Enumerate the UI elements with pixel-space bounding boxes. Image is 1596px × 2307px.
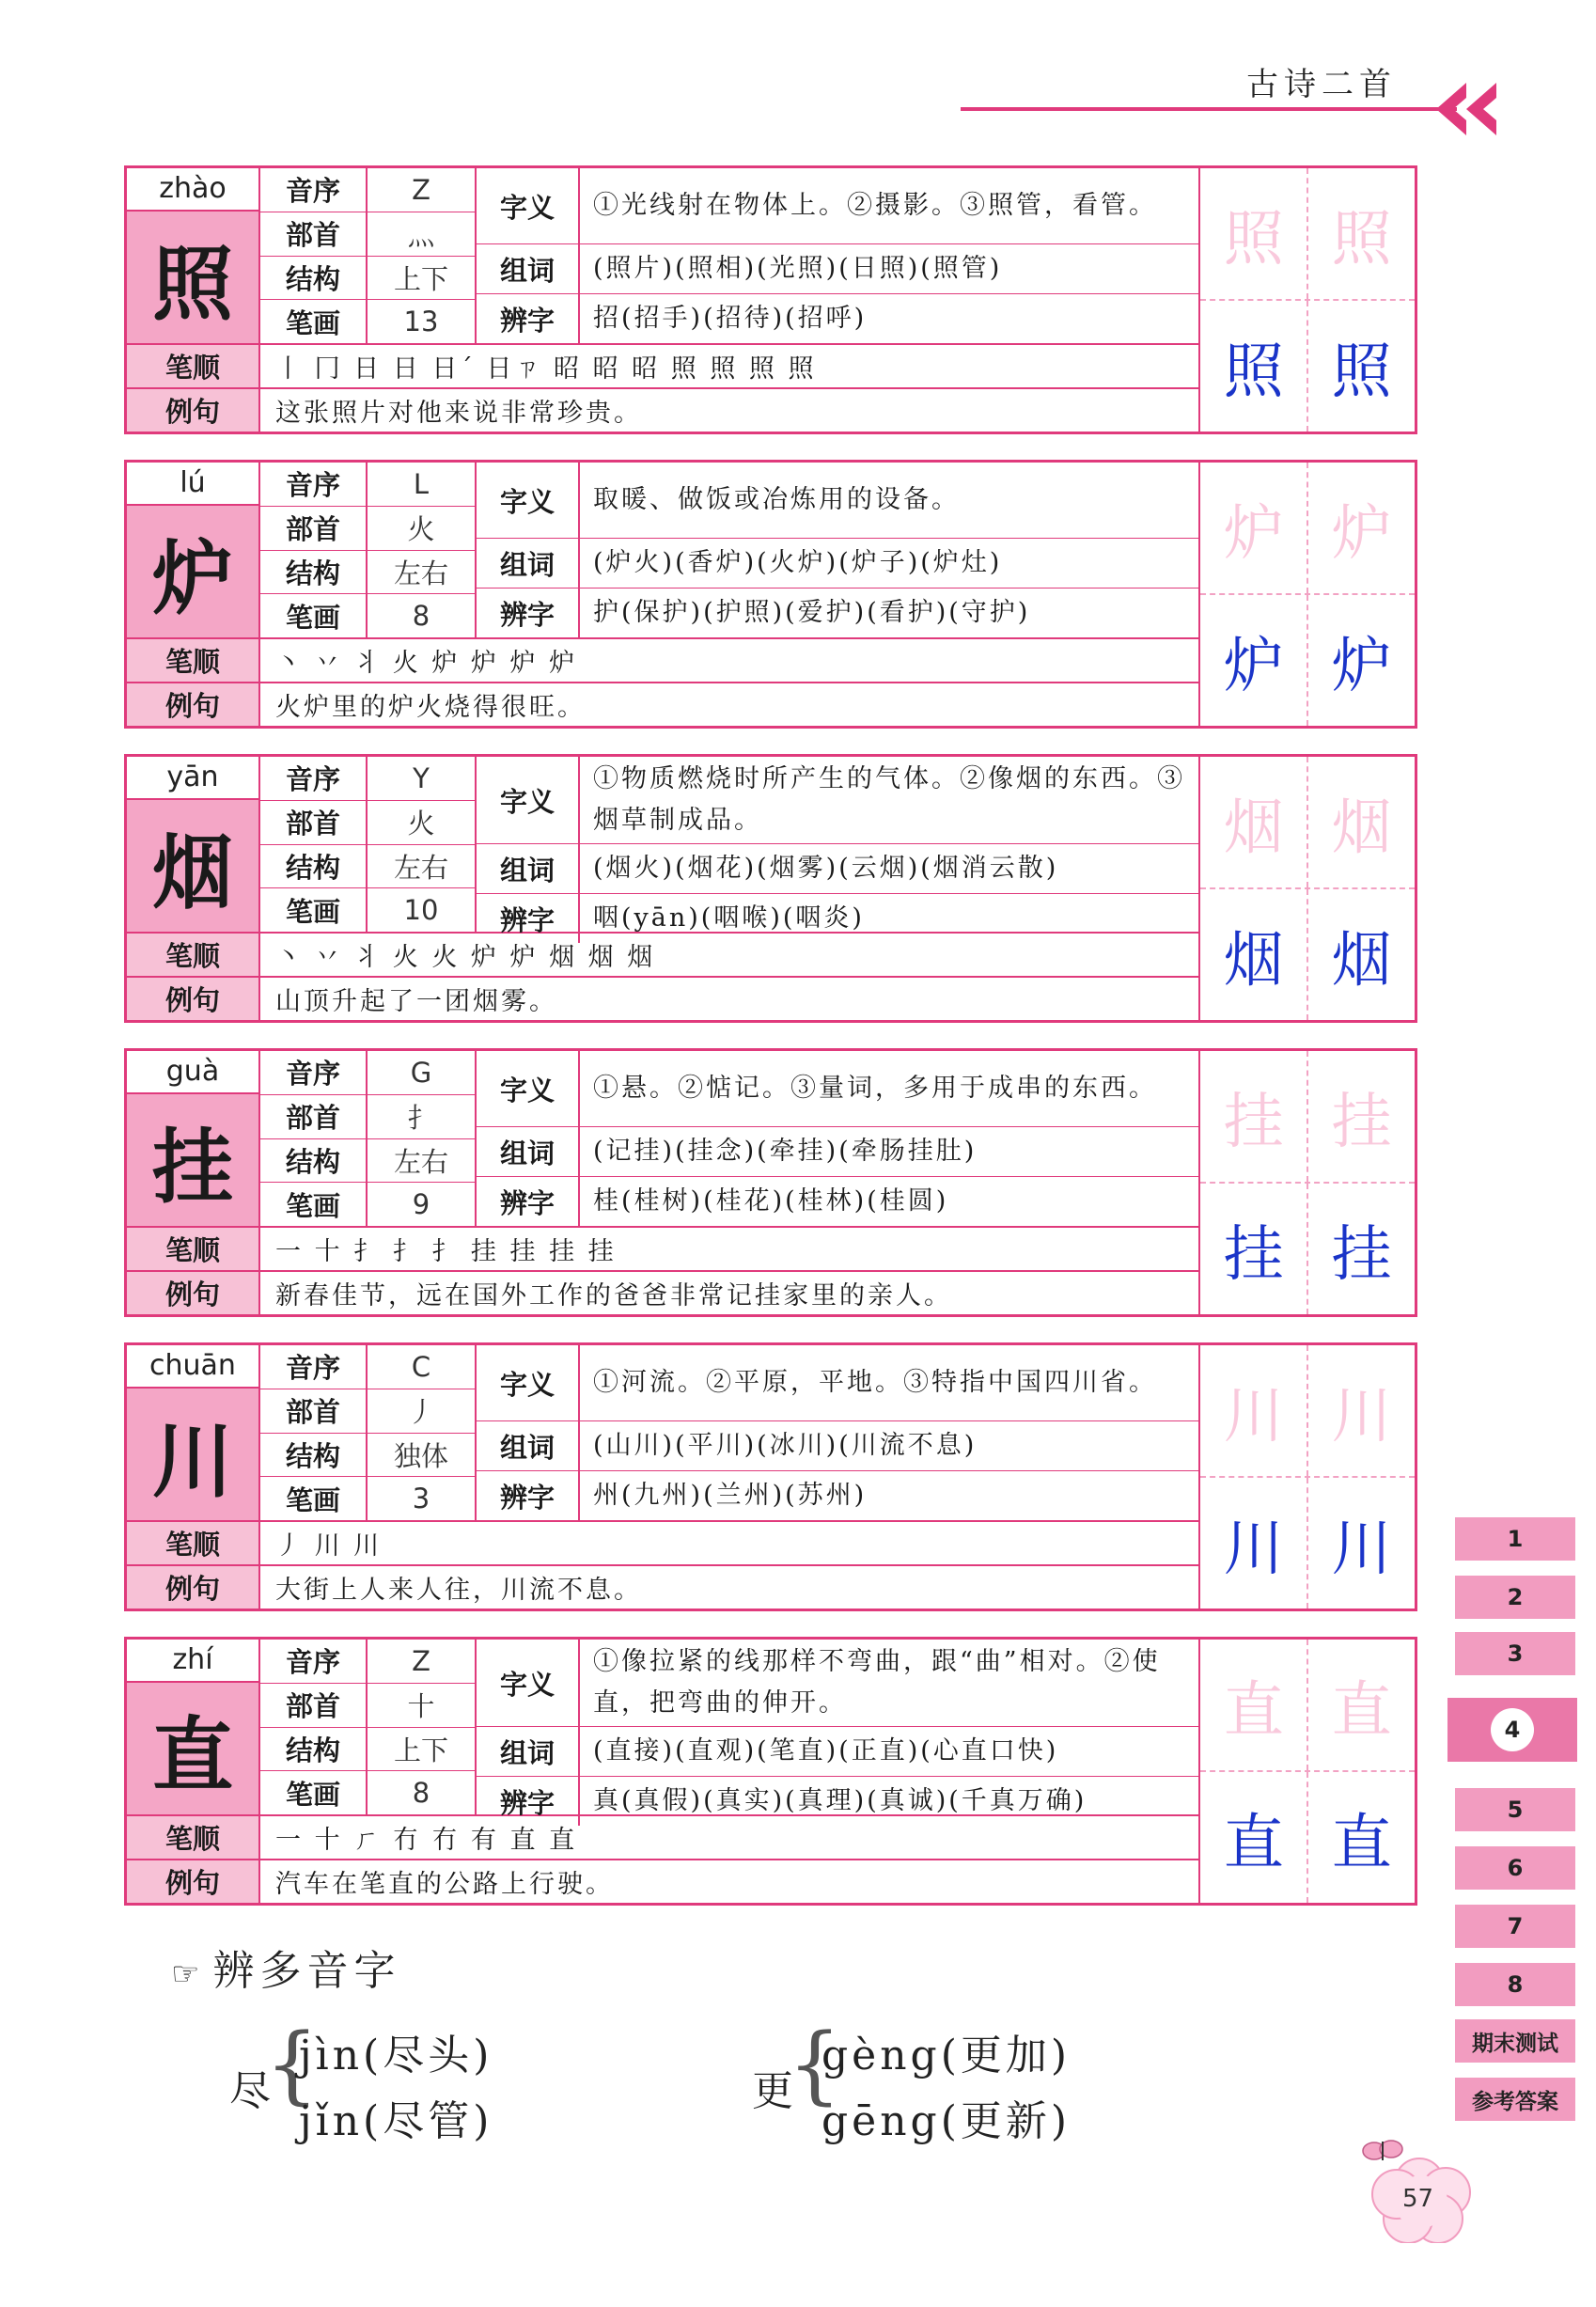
active-tab-circle (1491, 1708, 1534, 1751)
label-zuci: 组词 (477, 244, 580, 293)
trace-character: 川 (1200, 1345, 1308, 1476)
label-zuci: 组词 (477, 539, 580, 588)
side-tab-2[interactable] (1455, 1632, 1575, 1675)
row-ziyi (477, 168, 1198, 244)
label-bushou: 部首 (260, 1684, 366, 1728)
side-tab-8[interactable] (1455, 2019, 1575, 2063)
trace-row (1200, 1345, 1415, 1478)
page-header-title: 古诗二首 (1246, 66, 1397, 103)
row-ziyi (477, 1640, 1198, 1727)
label-yinxu: 音序 (260, 1051, 366, 1095)
label-bianzi: 辨字 (477, 1777, 580, 1826)
row-bianzi (477, 1177, 1198, 1226)
value-jiegou: 左右 (368, 1139, 475, 1184)
value-yinxu: Z (368, 1640, 475, 1684)
character: 川 (127, 1389, 258, 1520)
value-bihua: 9 (412, 1188, 430, 1221)
practice-character: 挂 (1200, 1184, 1308, 1314)
side-tab-5[interactable] (1455, 1846, 1575, 1890)
value-yinxu: G (368, 1051, 475, 1095)
card-main (127, 463, 1198, 726)
row-bianzi (477, 1471, 1198, 1520)
writing-grid (1198, 168, 1415, 432)
pinyin: zhí (127, 1640, 258, 1683)
value-liju: 汽车在笔直的公路上行驶。 (275, 1870, 614, 1899)
label-yinxu: 音序 (260, 1345, 366, 1389)
character: 直 (127, 1683, 258, 1814)
trace-character: 照 (1200, 168, 1308, 299)
char-cell (127, 168, 260, 343)
label-liju: 例句 (127, 1272, 260, 1314)
trace-character: 烟 (1200, 757, 1308, 887)
label-yinxu: 音序 (260, 168, 366, 212)
label-liju: 例句 (127, 1566, 260, 1609)
character-card (124, 165, 1417, 434)
value-bushou: 丿 (368, 1389, 475, 1434)
label-bianzi: 辨字 (477, 894, 580, 943)
info-labels (260, 168, 368, 343)
value-bushou: 火 (368, 801, 475, 845)
value-liju: 这张照片对他来说非常珍贵。 (275, 399, 642, 428)
value-zuci: (山川)(平川)(冰川)(川流不息) (593, 1431, 978, 1460)
side-tab-label: 6 (1507, 1855, 1524, 1881)
value-ziyi: ①像拉紧的线那样不弯曲，跟“曲”相对。②使直，把弯曲的伸开。 (593, 1647, 1161, 1718)
brace-icon: { (265, 2016, 320, 2114)
row-zuci (477, 1421, 1198, 1471)
label-liju: 例句 (127, 389, 260, 432)
value-bihua: 3 (412, 1483, 430, 1515)
card-main (127, 1640, 1198, 1903)
practice-row (1200, 301, 1415, 432)
poly-reading: jìn(尽头) (299, 2032, 493, 2079)
row-zuci (477, 1727, 1198, 1777)
value-bishun: 丨 冂 日 日 日ˊ 日ㄗ 昭 昭 昭 照 照 照 照 (275, 354, 817, 384)
practice-character: 烟 (1200, 889, 1308, 1020)
writing-grid (1198, 1051, 1415, 1314)
trace-row (1200, 168, 1415, 301)
writing-grid (1198, 463, 1415, 726)
character: 炉 (127, 506, 258, 637)
value-bianzi: 真(真假)(真实)(真理)(真诚)(千真万确) (593, 1786, 1087, 1815)
value-jiegou: 上下 (368, 257, 475, 301)
value-ziyi: ①悬。②惦记。③量词，多用于成串的东西。 (593, 1074, 1157, 1103)
label-jiegou: 结构 (260, 551, 366, 595)
label-bishun: 笔顺 (127, 1816, 260, 1859)
writing-grid (1198, 757, 1415, 1020)
practice-character: 照 (1200, 301, 1308, 432)
label-ziyi: 字义 (477, 168, 580, 243)
writing-grid (1198, 1640, 1415, 1903)
label-liju: 例句 (127, 683, 260, 726)
poly-reading: gēng(更新) (821, 2097, 1072, 2145)
row-zuci (477, 539, 1198, 589)
label-bianzi: 辨字 (477, 294, 580, 343)
poly-char: 尽 (229, 2067, 271, 2115)
value-liju: 新春佳节，远在国外工作的爸爸非常记挂家里的亲人。 (275, 1281, 952, 1310)
brace-icon: { (788, 2016, 842, 2114)
value-ziyi: ①物质燃烧时所产生的气体。②像烟的东西。③烟草制成品。 (593, 764, 1185, 835)
value-liju: 火炉里的炉火烧得很旺。 (275, 693, 586, 722)
definition-column (477, 1640, 1198, 1819)
pinyin: chuān (127, 1345, 258, 1389)
practice-character: 川 (1200, 1478, 1308, 1609)
row-bishun (127, 934, 1198, 978)
row-bishun (127, 1816, 1198, 1860)
value-bishun: 一 十 ㄏ 冇 冇 有 直 直 (275, 1826, 578, 1855)
trace-character: 烟 (1331, 793, 1392, 863)
value-ziyi: ①河流。②平原，平地。③特指中国四川省。 (593, 1368, 1157, 1397)
label-bushou: 部首 (260, 1389, 366, 1434)
practice-character: 炉 (1331, 631, 1392, 701)
header-rule (961, 107, 1457, 111)
card-top (127, 463, 1198, 639)
trace-character: 照 (1331, 204, 1392, 275)
row-bianzi (477, 294, 1198, 343)
practice-row (1200, 889, 1415, 1020)
char-cell (127, 1640, 260, 1814)
value-yinxu: C (368, 1345, 475, 1389)
value-bihua: 8 (412, 600, 430, 633)
row-liju (127, 978, 1198, 1020)
char-cell (127, 463, 260, 637)
practice-character: 川 (1331, 1514, 1392, 1584)
label-ziyi: 字义 (477, 1051, 580, 1126)
row-liju (127, 389, 1198, 432)
row-zuci (477, 244, 1198, 294)
definition-column (477, 1345, 1198, 1520)
trace-row (1200, 1051, 1415, 1184)
card-main (127, 168, 1198, 432)
trace-character: 直 (1331, 1675, 1392, 1746)
trace-character: 炉 (1331, 498, 1392, 569)
practice-character: 烟 (1331, 925, 1392, 996)
poly-item-geng (752, 2016, 1128, 2145)
label-jiegou: 结构 (260, 1728, 366, 1772)
value-bianzi: 护(保护)(护照)(爱护)(看护)(守护) (593, 598, 1031, 627)
value-liju: 大街上人来人往，川流不息。 (275, 1576, 642, 1605)
label-bushou: 部首 (260, 212, 366, 257)
trace-character: 挂 (1331, 1087, 1392, 1157)
value-yinxu: Y (368, 757, 475, 801)
info-labels (260, 1640, 368, 1814)
side-tab-label: 2 (1507, 1584, 1524, 1610)
label-bihua: 笔画 (285, 1189, 340, 1222)
info-values (368, 1051, 477, 1226)
value-zuci: (记挂)(挂念)(牵挂)(牵肠挂肚) (593, 1137, 978, 1166)
character: 照 (127, 212, 258, 343)
row-ziyi (477, 1051, 1198, 1127)
practice-row (1200, 1184, 1415, 1314)
value-bushou: 火 (368, 507, 475, 551)
trace-character: 川 (1331, 1381, 1392, 1452)
character-cards (124, 165, 1417, 1931)
row-liju (127, 1566, 1198, 1609)
value-bihua: 13 (403, 306, 439, 338)
card-top (127, 1051, 1198, 1228)
label-ziyi: 字义 (477, 757, 580, 843)
value-zuci: (照片)(照相)(光照)(日照)(照管) (593, 254, 1003, 283)
value-zuci: (炉火)(香炉)(火炉)(炉子)(炉灶) (593, 548, 1003, 577)
practice-row (1200, 1478, 1415, 1609)
card-main (127, 1051, 1198, 1314)
character: 挂 (127, 1094, 258, 1226)
trace-character: 挂 (1200, 1051, 1308, 1182)
row-bishun (127, 1522, 1198, 1566)
side-tab-label: 5 (1507, 1797, 1524, 1823)
label-bishun: 笔顺 (127, 934, 260, 976)
label-jiegou: 结构 (260, 1434, 366, 1478)
char-cell (127, 1051, 260, 1226)
writing-grid (1198, 1345, 1415, 1609)
pointing-hand-icon: ☞ (171, 1955, 206, 1993)
value-jiegou: 左右 (368, 845, 475, 889)
practice-character: 炉 (1200, 595, 1308, 726)
trace-row (1200, 463, 1415, 595)
label-bushou: 部首 (260, 1095, 366, 1139)
definition-column (477, 1051, 1198, 1226)
label-bianzi: 辨字 (477, 589, 580, 637)
value-ziyi: ①光线射在物体上。②摄影。③照管，看管。 (593, 191, 1157, 220)
label-bishun: 笔顺 (127, 1522, 260, 1564)
row-zuci (477, 1127, 1198, 1177)
row-bishun (127, 345, 1198, 389)
trace-character: 直 (1200, 1640, 1308, 1770)
label-ziyi: 字义 (477, 1640, 580, 1726)
info-labels (260, 757, 368, 932)
label-bianzi: 辨字 (477, 1471, 580, 1520)
value-bihua: 10 (403, 894, 439, 927)
value-bushou: 十 (368, 1684, 475, 1728)
character-card (124, 1048, 1417, 1317)
char-cell (127, 757, 260, 932)
value-bianzi: 桂(桂树)(桂花)(桂林)(桂圆) (593, 1186, 949, 1216)
label-bishun: 笔顺 (127, 639, 260, 682)
row-bianzi (477, 589, 1198, 637)
label-liju: 例句 (127, 978, 260, 1020)
info-values (368, 168, 477, 343)
info-values (368, 1345, 477, 1520)
row-ziyi (477, 463, 1198, 539)
value-bishun: 一 十 扌 扌 扌 挂 挂 挂 挂 (275, 1237, 617, 1266)
label-zuci: 组词 (477, 844, 580, 893)
side-tab-1[interactable] (1455, 1576, 1575, 1619)
side-tab-7[interactable] (1455, 1963, 1575, 2006)
practice-character: 直 (1331, 1808, 1392, 1878)
value-ziyi: 取暖、做饭或冶炼用的设备。 (593, 485, 960, 514)
pinyin: yān (127, 757, 258, 800)
value-jiegou: 左右 (368, 551, 475, 595)
page-number: 57 (1402, 2185, 1434, 2213)
label-jiegou: 结构 (260, 257, 366, 301)
poly-reading: gèng(更加) (821, 2032, 1072, 2079)
value-zuci: (直接)(直观)(笔直)(正直)(心直口快) (593, 1736, 1059, 1766)
label-ziyi: 字义 (477, 1345, 580, 1420)
side-tab-label: 期末测试 (1472, 2031, 1558, 2056)
side-tab-3[interactable] (1447, 1698, 1577, 1762)
trace-row (1200, 1640, 1415, 1772)
card-top (127, 168, 1198, 345)
info-labels (260, 1051, 368, 1226)
side-tab-label: 7 (1507, 1913, 1524, 1939)
poly-item-jin (229, 2016, 587, 2145)
practice-character: 挂 (1331, 1219, 1392, 1290)
character-card (124, 754, 1417, 1023)
trace-character: 炉 (1200, 463, 1308, 593)
row-ziyi (477, 1345, 1198, 1421)
practice-character: 直 (1200, 1772, 1308, 1903)
row-bishun (127, 639, 1198, 683)
definition-column (477, 168, 1198, 343)
practice-row (1200, 595, 1415, 726)
practice-character: 照 (1331, 337, 1392, 407)
label-yinxu: 音序 (260, 1640, 366, 1684)
pinyin: zhào (127, 168, 258, 212)
pinyin: guà (127, 1051, 258, 1094)
value-bihua: 8 (412, 1777, 430, 1810)
info-values (368, 757, 477, 932)
character-card (124, 1637, 1417, 1906)
double-arrow-icon (1429, 79, 1504, 139)
label-bishun: 笔顺 (127, 345, 260, 387)
value-zuci: (烟火)(烟花)(烟雾)(云烟)(烟消云散) (593, 854, 1059, 883)
trace-row (1200, 757, 1415, 889)
card-top (127, 1345, 1198, 1522)
info-labels (260, 1345, 368, 1520)
label-zuci: 组词 (477, 1421, 580, 1470)
side-tab-9[interactable] (1455, 2078, 1575, 2121)
value-yinxu: Z (368, 168, 475, 212)
value-liju: 山顶升起了一团烟雾。 (275, 987, 557, 1016)
value-bianzi: 招(招手)(招待)(招呼) (593, 304, 868, 333)
label-zuci: 组词 (477, 1127, 580, 1176)
row-liju (127, 1272, 1198, 1314)
card-top (127, 1640, 1198, 1819)
value-bushou: 扌 (368, 1095, 475, 1139)
label-ziyi: 字义 (477, 463, 580, 538)
poly-char: 更 (752, 2067, 793, 2115)
label-bihua: 笔画 (285, 601, 340, 634)
char-cell (127, 1345, 260, 1520)
label-bihua: 笔画 (285, 306, 340, 339)
multi-pronunciation-title: ☞ 辨多音字 (171, 1947, 401, 1995)
label-bushou: 部首 (260, 801, 366, 845)
poly-reading: jǐn(尽管) (299, 2097, 493, 2145)
side-tab-label: 3 (1507, 1640, 1524, 1667)
label-yinxu: 音序 (260, 757, 366, 801)
character-card (124, 1342, 1417, 1611)
label-yinxu: 音序 (260, 463, 366, 507)
row-liju (127, 683, 1198, 726)
side-tab-label: 4 (1504, 1717, 1521, 1743)
side-tab-6[interactable] (1455, 1905, 1575, 1948)
side-tab-label: 参考答案 (1472, 2089, 1558, 2114)
row-ziyi (477, 757, 1198, 844)
label-zuci: 组词 (477, 1727, 580, 1776)
card-top (127, 757, 1198, 934)
value-bianzi: 州(九州)(兰州)(苏州) (593, 1481, 868, 1510)
side-tab-label: 1 (1507, 1526, 1524, 1552)
row-zuci (477, 844, 1198, 894)
value-bushou: 灬 (368, 212, 475, 257)
label-bihua: 笔画 (285, 1778, 340, 1811)
value-bishun: 丶 丷 丬 火 火 炉 炉 烟 烟 烟 (275, 943, 656, 972)
value-jiegou: 上下 (368, 1728, 475, 1772)
value-bishun: 丶 丷 丬 火 炉 炉 炉 炉 (275, 649, 578, 678)
info-values (368, 1640, 477, 1814)
side-tab-4[interactable] (1455, 1788, 1575, 1831)
label-jiegou: 结构 (260, 845, 366, 889)
card-main (127, 1345, 1198, 1609)
card-main (127, 757, 1198, 1020)
label-bushou: 部首 (260, 507, 366, 551)
practice-row (1200, 1772, 1415, 1903)
character-card (124, 460, 1417, 729)
label-bihua: 笔画 (285, 895, 340, 928)
value-jiegou: 独体 (368, 1434, 475, 1478)
label-bishun: 笔顺 (127, 1228, 260, 1270)
info-values (368, 463, 477, 637)
definition-column (477, 757, 1198, 936)
side-tab-0[interactable] (1455, 1517, 1575, 1561)
value-bishun: 丿 川 川 (275, 1531, 383, 1561)
definition-column (477, 463, 1198, 637)
page-number-badge (1348, 2130, 1489, 2243)
label-liju: 例句 (127, 1860, 260, 1903)
character: 烟 (127, 800, 258, 932)
row-liju (127, 1860, 1198, 1903)
label-bihua: 笔画 (285, 1483, 340, 1516)
label-bianzi: 辨字 (477, 1177, 580, 1226)
label-jiegou: 结构 (260, 1139, 366, 1184)
value-bianzi: 咽(yān)(咽喉)(咽炎) (593, 903, 865, 933)
value-yinxu: L (368, 463, 475, 507)
info-labels (260, 463, 368, 637)
pinyin: lú (127, 463, 258, 506)
row-bishun (127, 1228, 1198, 1272)
side-tab-label: 8 (1507, 1971, 1524, 1998)
